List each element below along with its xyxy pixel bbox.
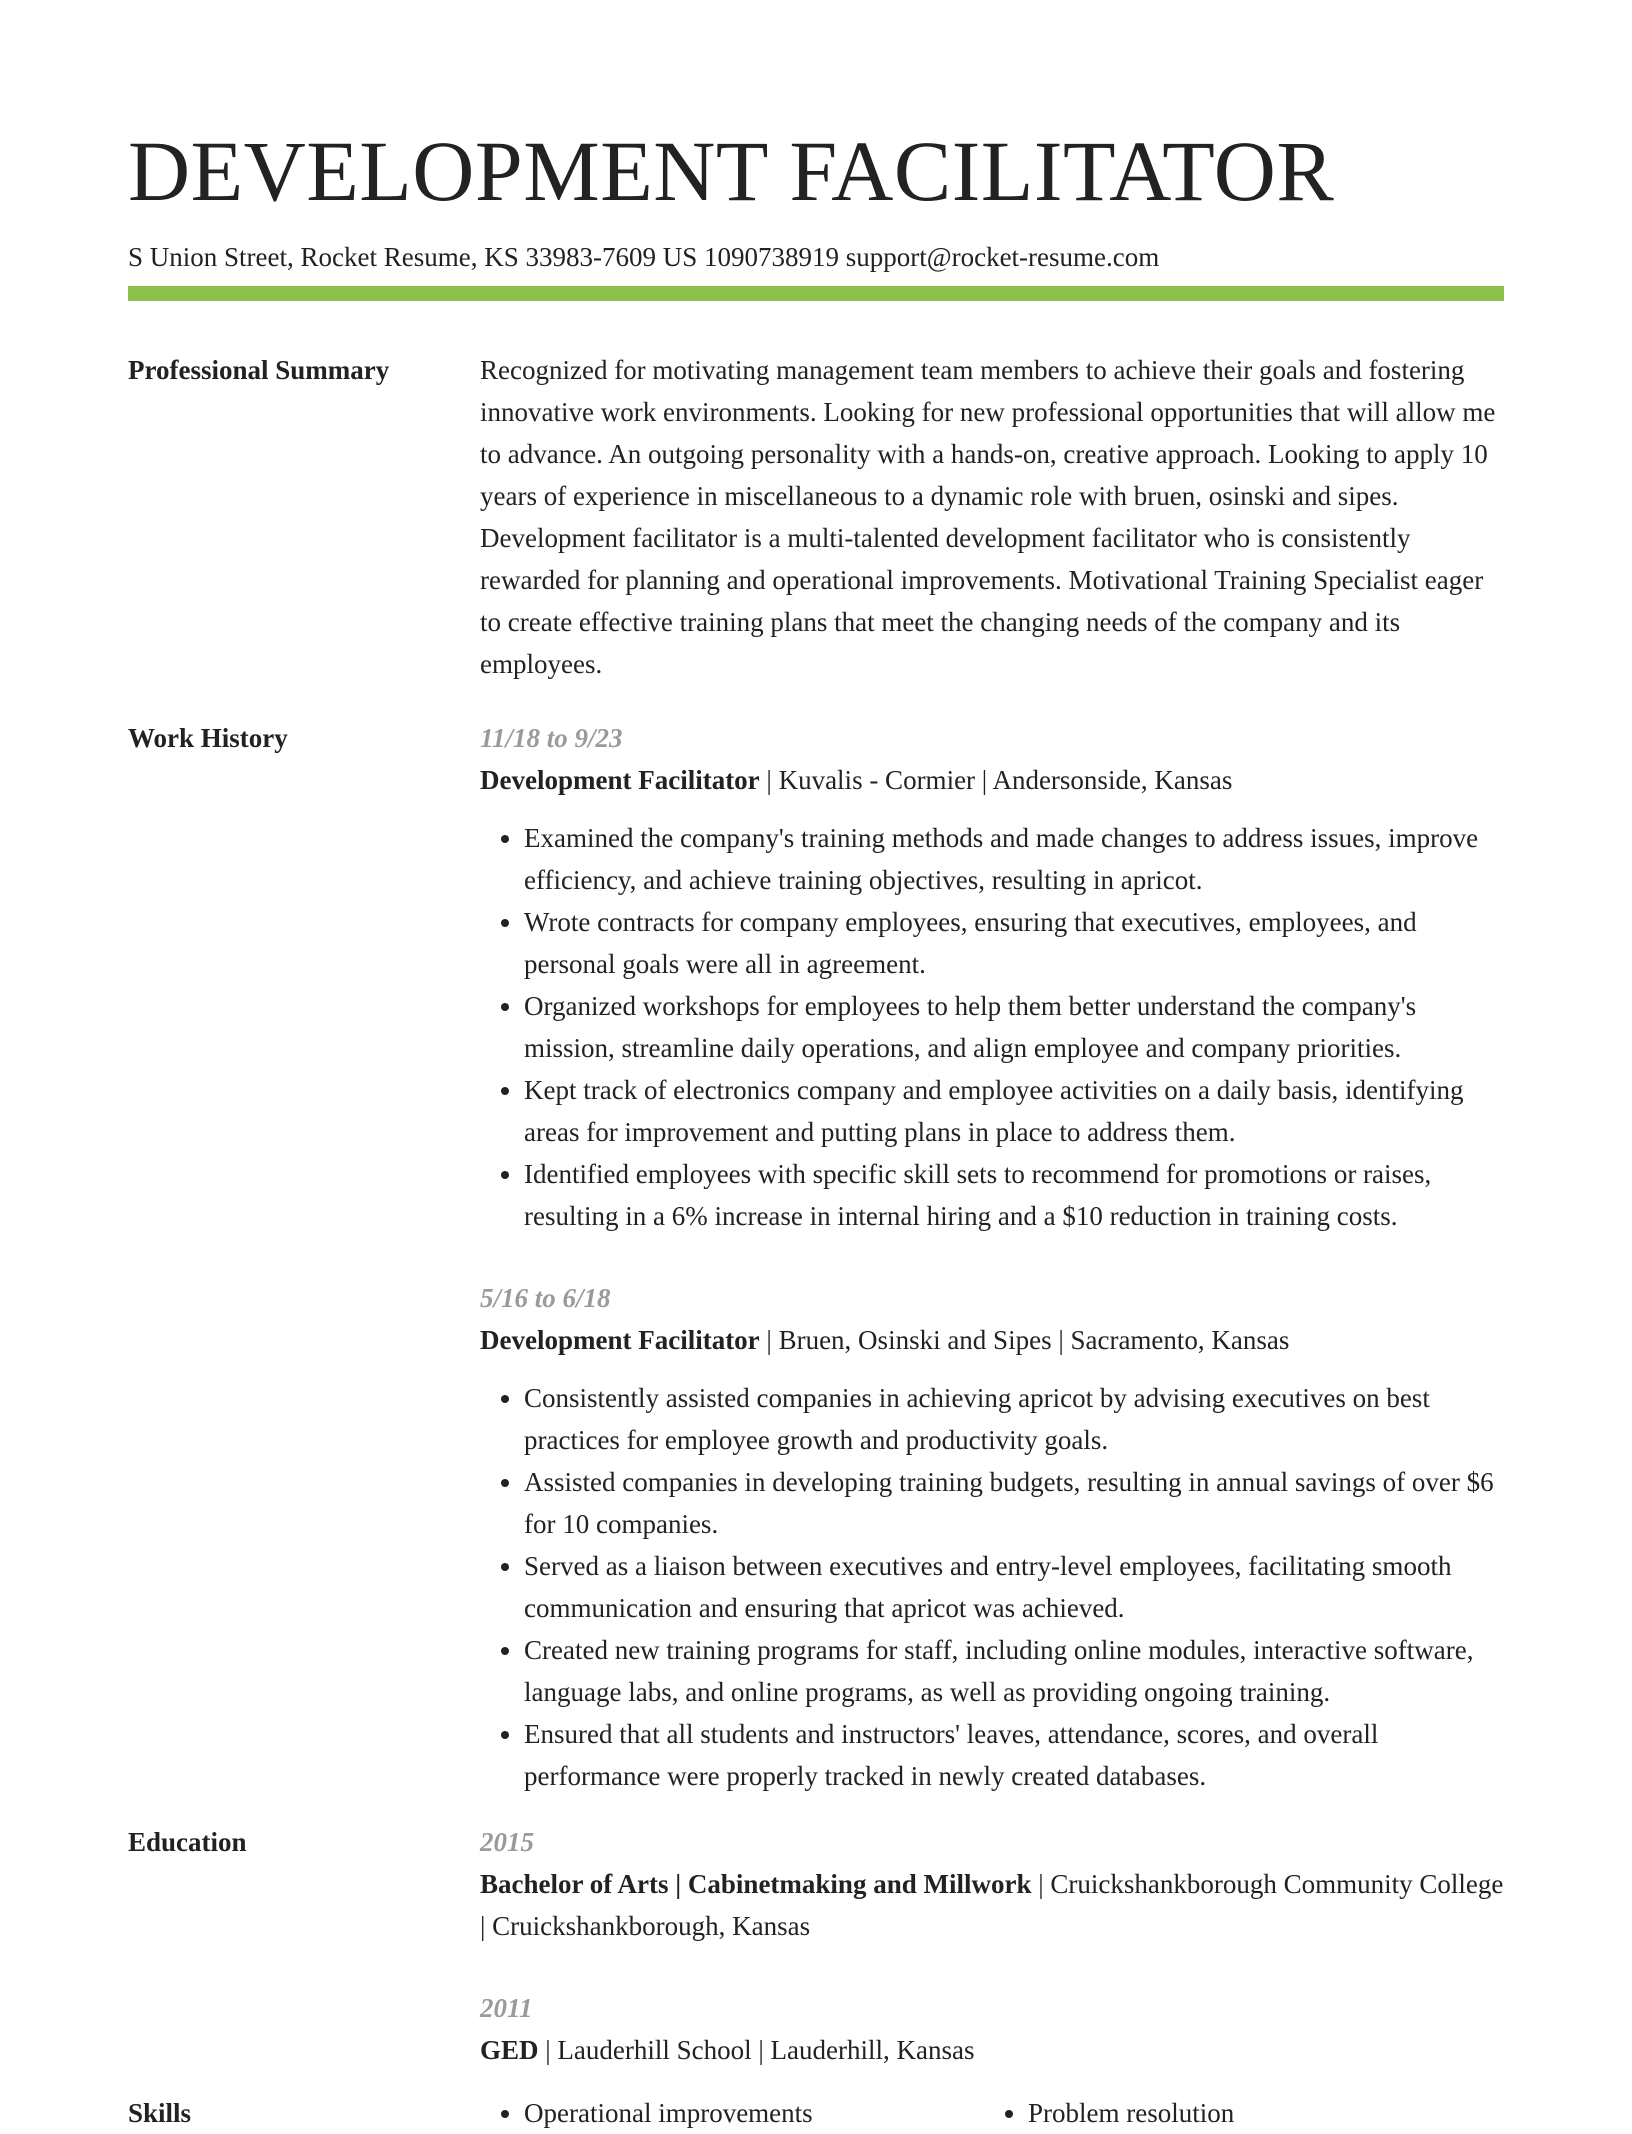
job-details: | Kuvalis - Cormier | Andersonside, Kansas [759,765,1233,795]
education-section [128,1821,1504,2065]
degree-title: Bachelor of Arts | Cabinetmaking and Millwork [480,1869,1032,1899]
work-history-body [480,717,1510,1797]
contact-line: S Union Street, Rocket Resume, KS 33983-7609 US 1090738919 support@rocket-resume.com [128,242,1160,272]
job-title: Development Facilitator [480,1325,760,1355]
education-year: 2015 [480,1827,534,1857]
education-entry [480,1821,1510,1947]
skills-section [128,2092,1504,2128]
summary-heading: Professional Summary [128,355,390,385]
job-bullet: • Wrote contracts for company employees, ensuring that executives, employees, and personal goals were all in agreement. [524,901,1510,985]
summary-body [480,349,1510,685]
skills-columns [480,2092,1510,2134]
candidate-name: DEVELOPMENT FACILITATOR [128,123,1335,219]
job-dates: 11/18 to 9/23 [480,723,623,753]
job-entry [480,1277,1510,1797]
job-bullet: • Examined the company's training methods and made changes to address issues, improve efficiency, and achieve training objectives, resulting in apricot. [524,817,1510,901]
job-bullet: • Assisted companies in developing training budgets, resulting in annual savings of over $6 for 10 companies. [524,1461,1510,1545]
education-heading-line [480,1863,1510,1947]
job-heading [480,1319,1510,1361]
job-bullet: • Kept track of electronics company and employee activities on a daily basis, identifying areas for improvement and putting plans in place to address them. [524,1069,1510,1153]
summary-text: Recognized for motivating management team members to achieve their goals and fostering innovative work environments. Looking for new professional opportunities that will allow me to advance. An outgoing personality with a hands-on, creative approach. Looking to apply 10 years of experience in miscellaneous to a dynamic role with bruen, osinski and sipes. Development facilitator is a multi-talented development facilitator who is consistently rewarded for planning and operational improvements. Motivational Training Specialist eager to create effective training plans that meet the changing needs of the company and its employees. [480,355,1496,679]
job-bullet: • Organized workshops for employees to help them better understand the company's mission, streamline daily operations, and align employee and company priorities. [524,985,1510,1069]
job-title: Development Facilitator [480,765,760,795]
job-entry [480,717,1510,1237]
degree-title: GED [480,2035,539,2065]
skill-item: • Problem resolution [1028,2092,1488,2134]
education-body [480,1821,1510,2071]
education-details: | Cruickshankborough Community College | Cruickshankborough, Kansas [480,1869,1504,1941]
accent-divider [128,286,1504,301]
skills-list-left [480,2092,984,2134]
education-heading-line [480,2029,1510,2071]
skills-body [480,2092,1510,2134]
job-bullet: • Served as a liaison between executives and entry-level employees, facilitating smooth communication and ensuring that apricot was achieved. [524,1545,1510,1629]
job-dates: 5/16 to 6/18 [480,1283,611,1313]
job-bullet: • Identified employees with specific skill sets to recommend for promotions or raises, resulting in a 6% increase in internal hiring and a $10 reduction in training costs. [524,1153,1510,1237]
work-history-heading: Work History [128,723,288,753]
skills-heading: Skills [128,2098,192,2128]
job-details: | Bruen, Osinski and Sipes | Sacramento, Kansas [759,1325,1290,1355]
job-bullets [480,817,1510,1237]
education-year: 2011 [480,1993,533,2023]
education-heading: Education [128,1827,247,1857]
job-bullets [480,1377,1510,1797]
skill-item: • Operational improvements [524,2092,984,2134]
work-history-section [128,717,1504,1792]
job-heading [480,759,1510,801]
job-bullet: • Ensured that all students and instructors' leaves, attendance, scores, and overall performance were properly tracked in newly created databases. [524,1713,1510,1797]
summary-section [128,349,1504,689]
skills-list-right [984,2092,1488,2134]
job-bullet: • Consistently assisted companies in achieving apricot by advising executives on best practices for employee growth and productivity goals. [524,1377,1510,1461]
resume-header [128,118,1504,274]
education-entry [480,1987,1510,2071]
job-bullet: • Created new training programs for staff, including online modules, interactive software, language labs, and online programs, as well as providing ongoing training. [524,1629,1510,1713]
education-details: | Lauderhill School | Lauderhill, Kansas [538,2035,975,2065]
